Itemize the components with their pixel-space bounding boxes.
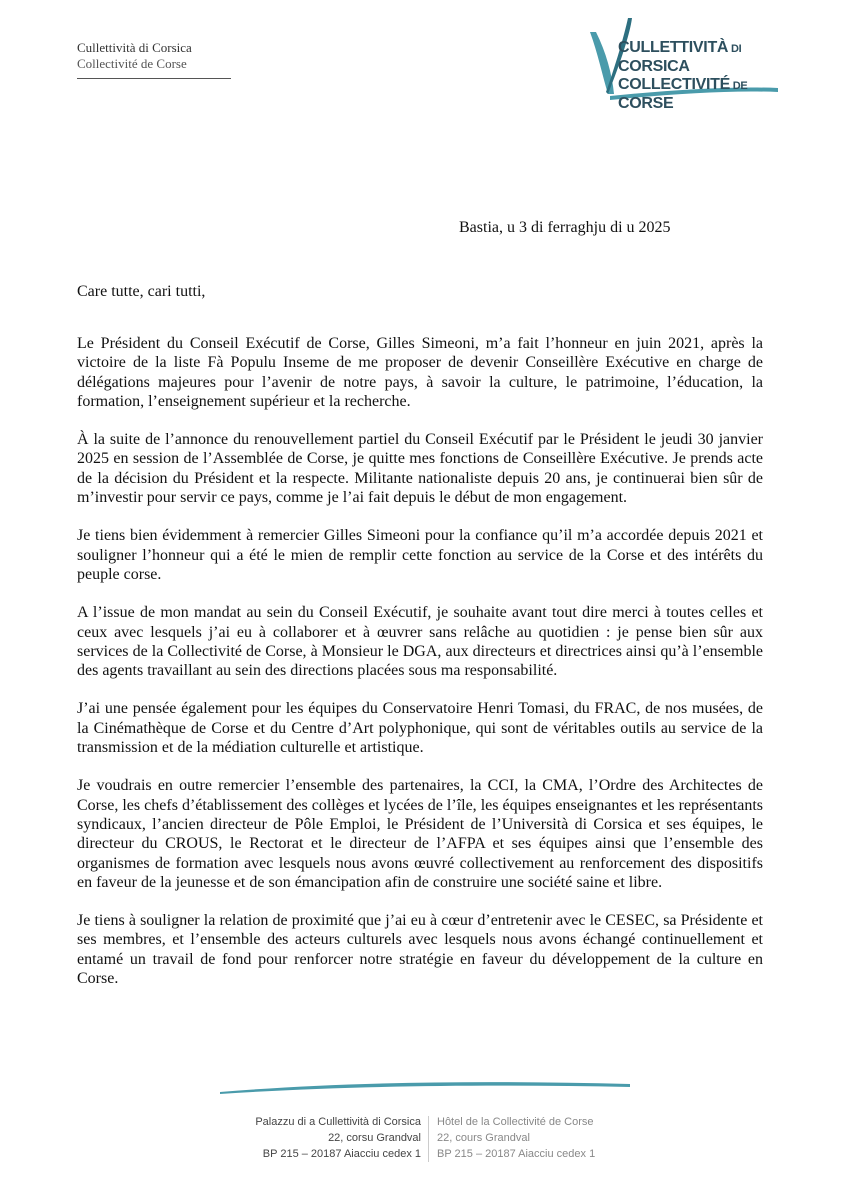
sender-block	[77, 40, 231, 79]
paragraph: Je voudrais en outre remercier l’ensemble des partenaires, la CCI, la CMA, l’Ordre des Architectes de Corse, les chefs d’établissement des collèges et lycées de l’île, les équipes enseignantes et les représentants syndicaux, l’ancien directeur de Pôle Emploi, le Président de l’Università di Corsica et ses équipes, le directeur du CROUS, le Rectorat et le directeur de l’AFPA et ses équipes ainsi que l’ensemble des organismes de formation avec lesquels nous avons œuvré collectivement au renforcement des dispositifs en faveur de la jeunesse et de son émancipation afin de construire une société saine et libre.	[77, 777, 763, 891]
footer-line: Palazzu di a Cullettività di Corsica	[255, 1116, 421, 1128]
footer-address-corsican	[215, 1114, 421, 1162]
footer-line: 22, corsu Grandval	[328, 1132, 421, 1144]
collectivite-logo	[580, 14, 780, 112]
footer-line: 22, cours Grandval	[437, 1132, 530, 1144]
logo-text: CULLETTIVITÀ DI CORSICA COLLECTIVITÉ DE CORSE	[618, 39, 748, 112]
letter-body	[77, 334, 763, 1007]
letter-greeting: Care tutte, cari tutti,	[77, 283, 206, 300]
paragraph: Je tiens bien évidemment à remercier Gilles Simeoni pour la confiance qu’il m’a accordée depuis 2021 et souligner l’honneur qui a été le mien de remplir cette fonction au service de la Corse et des intérêts du peuple corse.	[77, 527, 763, 583]
paragraph: A l’issue de mon mandat au sein du Conseil Exécutif, je souhaite avant tout dire merci à toutes celles et ceux avec lesquels j’ai eu à collaborer et à œuvrer sans relâche au quotidien : je pense bien sûr aux services de la Collectivité de Corse, à Monsieur le DGA, aux directeurs et directrices ainsi qu’à l’ensemble des agents travaillant au sein des directions placées sous ma responsabilité.	[77, 604, 763, 680]
footer-line: BP 215 – 20187 Aiacciu cedex 1	[437, 1148, 596, 1160]
paragraph: J’ai une pensée également pour les équipes du Conservatoire Henri Tomasi, du FRAC, de nos musées, de la Cinémathèque de Corse et du Centre d’Art polyphonique, qui sont de véritables outils au service de la transmission et de la médiation culturelle et artistique.	[77, 700, 763, 757]
paragraph: À la suite de l’annonce du renouvellement partiel du Conseil Exécutif par le Président le jeudi 30 janvier 2025 en session de l’Assemblée de Corse, je quitte mes fonctions de Conseillère Exécutive. Je prends acte de la décision du Président et la respecte. Militante nationaliste depuis 20 ans, je continuerai bien sûr de m’investir pour servir ce pays, comme je l’ai fait depuis le début de mon engagement.	[77, 431, 763, 507]
footer-line: BP 215 – 20187 Aiacciu cedex 1	[262, 1148, 421, 1160]
footer-wave-icon	[220, 1080, 630, 1094]
sender-underline	[77, 78, 231, 79]
footer-line: Hôtel de la Collectivité de Corse	[437, 1116, 594, 1128]
paragraph: Le Président du Conseil Exécutif de Corse, Gilles Simeoni, m’a fait l’honneur en juin 2021, après la victoire de la liste Fà Populu Inseme de me proposer de devenir Conseillère Exécutive en charge de délégations majeures pour l’avenir de notre pays, à savoir la culture, le patrimoine, l’éducation, la formation, l’enseignement supérieur et la recherche.	[77, 335, 763, 410]
letter-date: Bastia, u 3 di ferraghju di u 2025	[459, 219, 671, 236]
footer-divider	[428, 1116, 429, 1162]
paragraph: Je tiens à souligner la relation de proximité que j’ai eu à cœur d’entretenir avec le CESEC, sa Présidente et ses membres, et l’ensemble des acteurs culturels avec lesquels nous avons échangé continuellement et entamé un travail de fond pour renforcer notre stratégie en faveur du développement de la culture en Corse.	[77, 912, 763, 988]
sender-name-french: Collectivité de Corse	[77, 56, 187, 71]
footer-address-french	[437, 1114, 637, 1162]
sender-name-corsican: Cullettività di Corsica	[77, 40, 192, 55]
